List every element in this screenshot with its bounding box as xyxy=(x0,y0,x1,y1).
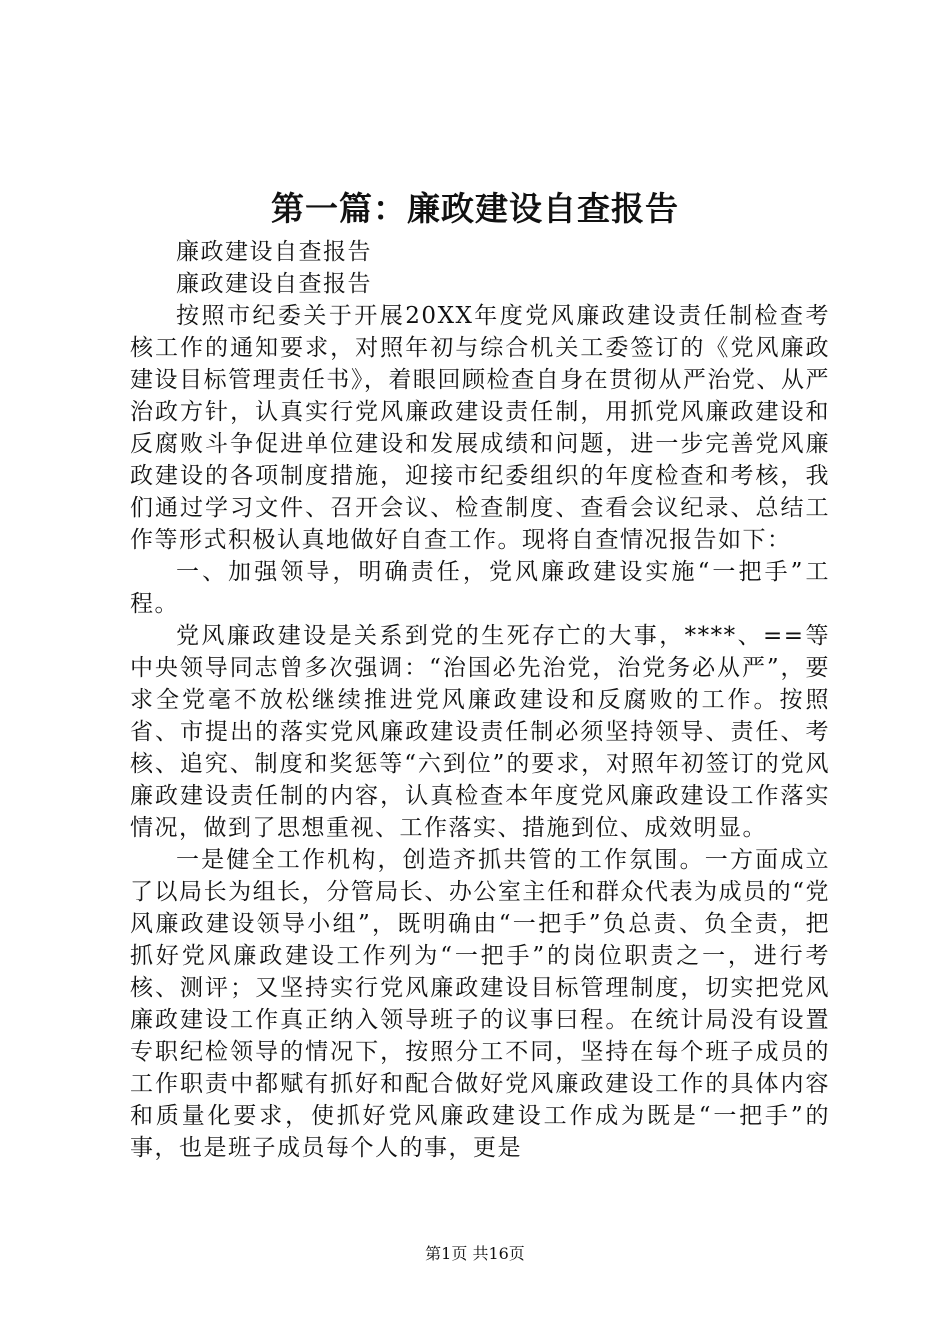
document-body xyxy=(130,236,830,1164)
subtitle-line: 廉政建设自查报告 xyxy=(176,239,372,265)
page-footer: 第1页 共16页 xyxy=(425,1244,525,1263)
subtitle-line: 廉政建设自查报告 xyxy=(176,271,372,297)
body-paragraph: 按照市纪委关于开展20XX年度党风廉政建设责任制检查考核工作的通知要求，对照年初与综合机关工委签订的《党风廉政建设目标管理责任书》，着眼回顾检查自身在贯彻从严治党、从严治政方针，认真实行党风廉政建设责任制，用抓党风廉政建设和反腐败斗争促进单位建设和发展成绩和问题，进一步完善党风廉政建设的各项制度措施，迎接市纪委组织的年度检查和考核，我们通过学习文件、召开会议、检查制度、查看会议纪录、总结工作等形式积极认真地做好自查工作。现将自查情况报告如下： xyxy=(130,303,830,553)
body-paragraph: 党风廉政建设是关系到党的生死存亡的大事，****、==等中央领导同志曾多次强调：“治国必先治党，治党务必从严”，要求全党毫不放松继续推进党风廉政建设和反腐败的工作。按照省、市提出的落实党风廉政建设责任制必须坚持领导、责任、考核、追究、制度和奖惩等“六到位”的要求，对照年初签订的党风廉政建设责任制的内容，认真检查本年度党风廉政建设工作落实情况，做到了思想重视、工作落实、措施到位、成效明显。 xyxy=(130,623,830,841)
body-paragraph: 一是健全工作机构，创造齐抓共管的工作氛围。一方面成立了以局长为组长，分管局长、办公室主任和群众代表为成员的“党风廉政建设领导小组”，既明确由“一把手”负总责、负全责，把抓好党风廉政建设工作列为“一把手”的岗位职责之一，进行考核、测评；又坚持实行党风廉政建设目标管理制度，切实把党风廉政建设工作真正纳入领导班子的议事曰程。在统计局没有设置专职纪检领导的情况下，按照分工不同，坚持在每个班子成员的工作职责中都赋有抓好和配合做好党风廉政建设工作的具体内容和质量化要求，使抓好党风廉政建设工作成为既是“一把手”的事，也是班子成员每个人的事，更是 xyxy=(130,847,830,1161)
document-title: 第一篇：廉政建设自查报告 xyxy=(271,189,679,228)
section-heading: 一、加强领导，明确责任，党风廉政建设实施“一把手”工程。 xyxy=(130,559,830,617)
